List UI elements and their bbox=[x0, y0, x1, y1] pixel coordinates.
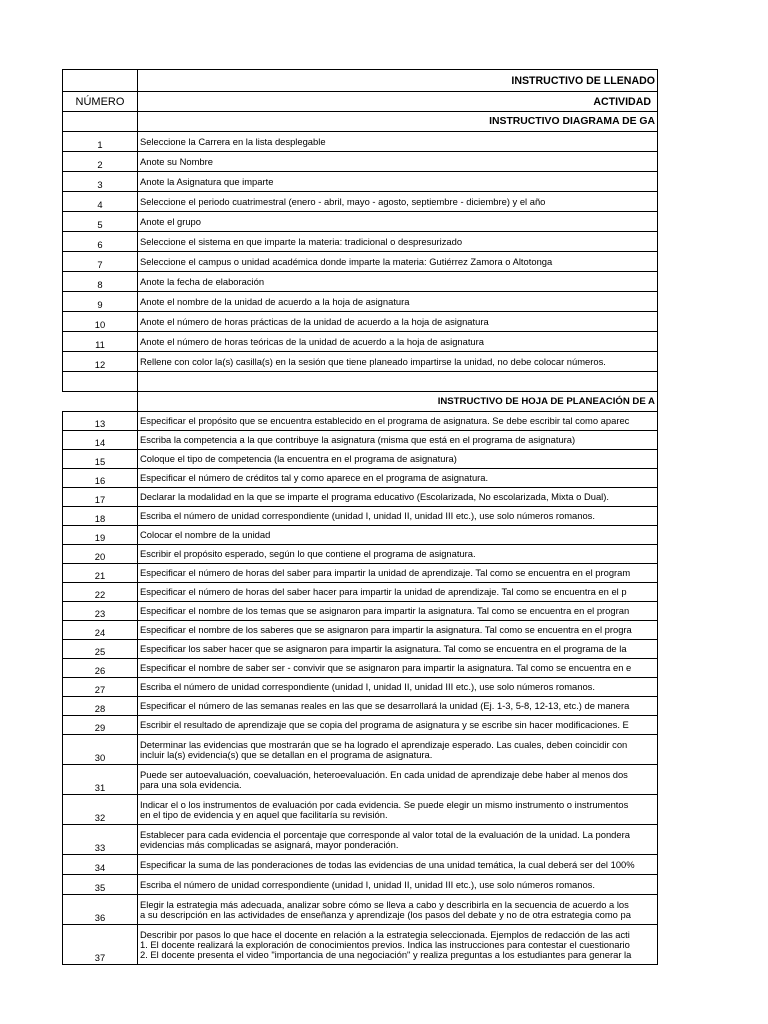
row-instruction[interactable]: Especificar los saber hacer que se asignaron para impartir la asignatura. Tal como se encuentra en el programa de la bbox=[138, 640, 658, 659]
row-instruction[interactable]: Anote el número de horas teóricas de la unidad de acuerdo a la hoja de asignatura bbox=[138, 332, 658, 352]
table-row bbox=[63, 450, 658, 469]
table-row bbox=[63, 172, 658, 192]
row-instruction-line: Determinar las evidencias que mostrarán que se ha logrado el aprendizaje esperado. Las cuales, deben coincidir con bbox=[140, 738, 628, 750]
row-instruction-line: Puede ser autoevaluación, coevaluación, heteroevaluación. En cada unidad de aprendizaje debe haber al menos dos bbox=[140, 768, 628, 780]
row-number[interactable]: 14 bbox=[63, 431, 138, 450]
row-number[interactable]: 4 bbox=[63, 192, 138, 212]
row-number[interactable]: 3 bbox=[63, 172, 138, 192]
row-instruction[interactable] bbox=[138, 735, 658, 765]
table-row bbox=[63, 431, 658, 450]
table-row bbox=[63, 697, 658, 716]
row-number[interactable]: 28 bbox=[63, 697, 138, 716]
row-instruction-line: a su descripción en las actividades de enseñanza y aprendizaje (los pasos del debate y no de otra estrategia como pa bbox=[140, 908, 631, 920]
row-instruction-line: incluir la(s) evidencia(s) que se detallan en el programa de asignatura. bbox=[140, 748, 433, 760]
row-instruction[interactable]: Especificar el nombre de saber ser - convivir que se asignaron para impartir la asignatura. Tal como se encuentra en e bbox=[138, 659, 658, 678]
row-instruction-line: 2. El docente presenta el video "importancia de una negociación" y realiza preguntas a los estudiantes para generar la bbox=[140, 948, 632, 960]
table-row bbox=[63, 192, 658, 212]
row-number[interactable]: 36 bbox=[63, 895, 138, 925]
row-number[interactable]: 9 bbox=[63, 292, 138, 312]
row-number[interactable]: 16 bbox=[63, 469, 138, 488]
row-instruction[interactable] bbox=[138, 895, 658, 925]
row-number[interactable]: 12 bbox=[63, 352, 138, 372]
table-row bbox=[63, 795, 658, 825]
row-instruction[interactable]: Seleccione la Carrera en la lista desplegable bbox=[138, 132, 658, 152]
cell-blank[interactable] bbox=[138, 372, 658, 392]
row-number[interactable]: 1 bbox=[63, 132, 138, 152]
row-number[interactable]: 2 bbox=[63, 152, 138, 172]
table-row bbox=[63, 765, 658, 795]
row-number[interactable]: 33 bbox=[63, 825, 138, 855]
table-row bbox=[63, 526, 658, 545]
table-row bbox=[63, 875, 658, 895]
row-instruction[interactable]: Especificar el propósito que se encuentra establecido en el programa de asignatura. Se debe escribir tal como aparec bbox=[138, 412, 658, 431]
row-instruction[interactable]: Rellene con color la(s) casilla(s) en la sesión que tiene planeado impartirse la unidad, no debe colocar números. bbox=[138, 352, 658, 372]
row-number[interactable]: 32 bbox=[63, 795, 138, 825]
row-instruction[interactable] bbox=[138, 825, 658, 855]
row-number[interactable]: 10 bbox=[63, 312, 138, 332]
section-title-gantt[interactable]: INSTRUCTIVO DIAGRAMA DE GA bbox=[138, 112, 658, 132]
table-row bbox=[63, 825, 658, 855]
row-number[interactable]: 18 bbox=[63, 507, 138, 526]
row-number[interactable]: 23 bbox=[63, 602, 138, 621]
row-number[interactable]: 6 bbox=[63, 232, 138, 252]
row-instruction[interactable]: Colocar el nombre de la unidad bbox=[138, 526, 658, 545]
table-row bbox=[63, 855, 658, 875]
row-instruction[interactable]: Anote la fecha de elaboración bbox=[138, 272, 658, 292]
row-instruction[interactable]: Escribir el resultado de aprendizaje que se copia del programa de asignatura y se escribe sin hacer modificaciones. E bbox=[138, 716, 658, 735]
table-row bbox=[63, 678, 658, 697]
row-instruction[interactable]: Escriba el número de unidad correspondiente (unidad I, unidad II, unidad III etc.), use solo números romanos. bbox=[138, 507, 658, 526]
row-number[interactable]: 5 bbox=[63, 212, 138, 232]
row-number[interactable]: 20 bbox=[63, 545, 138, 564]
row-number[interactable]: 31 bbox=[63, 765, 138, 795]
table-row bbox=[63, 545, 658, 564]
row-instruction[interactable]: Especificar el nombre de los temas que se asignaron para impartir la asignatura. Tal como se encuentra en el progran bbox=[138, 602, 658, 621]
table-row bbox=[63, 735, 658, 765]
row-number[interactable]: 37 bbox=[63, 925, 138, 965]
table-row bbox=[63, 312, 658, 332]
row-instruction[interactable] bbox=[138, 795, 658, 825]
row-instruction[interactable]: Especificar el número de horas del saber para impartir la unidad de aprendizaje. Tal como se encuentra en el program bbox=[138, 564, 658, 583]
row-instruction[interactable]: Anote el grupo bbox=[138, 212, 658, 232]
row-number[interactable]: 17 bbox=[63, 488, 138, 507]
row-instruction[interactable]: Escriba el número de unidad correspondiente (unidad I, unidad II, unidad III etc.), use solo números romanos. bbox=[138, 875, 658, 895]
table-row bbox=[63, 332, 658, 352]
table-row bbox=[63, 716, 658, 735]
row-instruction[interactable]: Especificar el nombre de los saberes que se asignaron para impartir la asignatura. Tal como se encuentra en el progra bbox=[138, 621, 658, 640]
table-row bbox=[63, 564, 658, 583]
row-instruction[interactable]: Especificar el número de horas del saber hacer para impartir la unidad de aprendizaje. Tal como se encuentra en el p bbox=[138, 583, 658, 602]
row-instruction[interactable]: Especificar el número de las semanas reales en las que se desarrollará la unidad (Ej. 1-3, 5-8, 12-13, etc.) de manera bbox=[138, 697, 658, 716]
row-instruction[interactable] bbox=[138, 925, 658, 965]
row-instruction[interactable]: Escriba la competencia a la que contribuye la asignatura (misma que está en el programa de asignatura) bbox=[138, 431, 658, 450]
row-instruction[interactable]: Escribir el propósito esperado, según lo que contiene el programa de asignatura. bbox=[138, 545, 658, 564]
cell-blank[interactable] bbox=[63, 70, 138, 92]
cell-blank[interactable] bbox=[63, 372, 138, 392]
table-row bbox=[63, 583, 658, 602]
row-number[interactable]: 25 bbox=[63, 640, 138, 659]
table-row bbox=[63, 352, 658, 372]
column-header-activity[interactable]: ACTIVIDAD bbox=[138, 92, 658, 112]
row-number[interactable]: 11 bbox=[63, 332, 138, 352]
row-instruction[interactable]: Especificar el número de créditos tal y como aparece en el programa de asignatura. bbox=[138, 469, 658, 488]
row-number[interactable]: 35 bbox=[63, 875, 138, 895]
section-title-planeacion[interactable]: INSTRUCTIVO DE HOJA DE PLANEACIÓN DE A bbox=[138, 392, 658, 412]
row-instruction[interactable]: Anote su Nombre bbox=[138, 152, 658, 172]
row-number[interactable]: 22 bbox=[63, 583, 138, 602]
table-row bbox=[63, 507, 658, 526]
row-instruction-line: Describir por pasos lo que hace el docente en relación a la estrategia seleccionada. Ejemplos de redacción de las acti bbox=[140, 928, 630, 940]
row-instruction-line: para una sola evidencia. bbox=[140, 778, 242, 790]
row-number[interactable]: 13 bbox=[63, 412, 138, 431]
row-instruction[interactable]: Anote el número de horas prácticas de la unidad de acuerdo a la hoja de asignatura bbox=[138, 312, 658, 332]
row-instruction[interactable]: Anote la Asignatura que imparte bbox=[138, 172, 658, 192]
row-instruction-line: 1. El docente realizará la exploración de conocimientos previos. Indica las instrucciones para contestar el cuestionario bbox=[140, 938, 630, 950]
table-row bbox=[63, 152, 658, 172]
row-instruction[interactable]: Coloque el tipo de competencia (la encuentra en el programa de asignatura) bbox=[138, 450, 658, 469]
table-row bbox=[63, 132, 658, 152]
cell-blank[interactable] bbox=[63, 112, 138, 132]
table-row bbox=[63, 640, 658, 659]
row-instruction[interactable]: Seleccione el sistema en que imparte la materia: tradicional o despresurizado bbox=[138, 232, 658, 252]
row-number[interactable]: 29 bbox=[63, 716, 138, 735]
cell-blank bbox=[63, 392, 138, 412]
table-row bbox=[63, 212, 658, 232]
sheet-title[interactable]: INSTRUCTIVO DE LLENADO bbox=[138, 70, 658, 92]
table-row bbox=[63, 469, 658, 488]
row-instruction[interactable]: Declarar la modalidad en la que se imparte el programa educativo (Escolarizada, No escolarizada, Mixta o Dual). bbox=[138, 488, 658, 507]
row-number[interactable]: 24 bbox=[63, 621, 138, 640]
instructions-table bbox=[62, 69, 658, 965]
row-instruction[interactable]: Especificar la suma de las ponderaciones de todas las evidencias de una unidad temática, la cual deberá ser del 100% bbox=[138, 855, 658, 875]
column-header-number[interactable]: NÚMERO bbox=[63, 92, 138, 112]
table-row bbox=[63, 488, 658, 507]
table-row bbox=[63, 232, 658, 252]
row-number[interactable]: 8 bbox=[63, 272, 138, 292]
row-number[interactable]: 34 bbox=[63, 855, 138, 875]
table-row bbox=[63, 412, 658, 431]
row-instruction-line: Elegir la estrategia más adecuada, analizar sobre cómo se lleva a cabo y describirla en la secuencia de acuerdo a los bbox=[140, 898, 629, 910]
row-number[interactable]: 27 bbox=[63, 678, 138, 697]
row-instruction-line: Indicar el o los instrumentos de evaluación por cada evidencia. Se puede elegir un mismo instrumento o instrumentos bbox=[140, 798, 629, 810]
row-instruction[interactable]: Seleccione el campus o unidad académica donde imparte la materia: Gutiérrez Zamora o Altotonga bbox=[138, 252, 658, 272]
row-instruction[interactable]: Anote el nombre de la unidad de acuerdo a la hoja de asignatura bbox=[138, 292, 658, 312]
row-number[interactable]: 15 bbox=[63, 450, 138, 469]
row-number[interactable]: 26 bbox=[63, 659, 138, 678]
row-instruction[interactable] bbox=[138, 765, 658, 795]
row-instruction-line: en el tipo de evidencia y en aquel que facilitaría su revisión. bbox=[140, 808, 388, 820]
table-row bbox=[63, 659, 658, 678]
row-number[interactable]: 30 bbox=[63, 735, 138, 765]
table-row bbox=[63, 252, 658, 272]
table-row bbox=[63, 621, 658, 640]
row-instruction-line: evidencias más complicadas se asignará, mayor ponderación. bbox=[140, 838, 399, 850]
row-instruction-line: Establecer para cada evidencia el porcentaje que corresponde al valor total de la evaluación de la unidad. La pondera bbox=[140, 828, 630, 840]
row-number[interactable]: 21 bbox=[63, 564, 138, 583]
row-instruction[interactable]: Seleccione el periodo cuatrimestral (enero - abril, mayo - agosto, septiembre - diciembre) y el año bbox=[138, 192, 658, 212]
row-number[interactable]: 7 bbox=[63, 252, 138, 272]
table-row bbox=[63, 272, 658, 292]
table-row bbox=[63, 602, 658, 621]
row-instruction[interactable]: Escriba el número de unidad correspondiente (unidad I, unidad II, unidad III etc.), use solo números romanos. bbox=[138, 678, 658, 697]
table-row bbox=[63, 292, 658, 312]
row-number[interactable]: 19 bbox=[63, 526, 138, 545]
